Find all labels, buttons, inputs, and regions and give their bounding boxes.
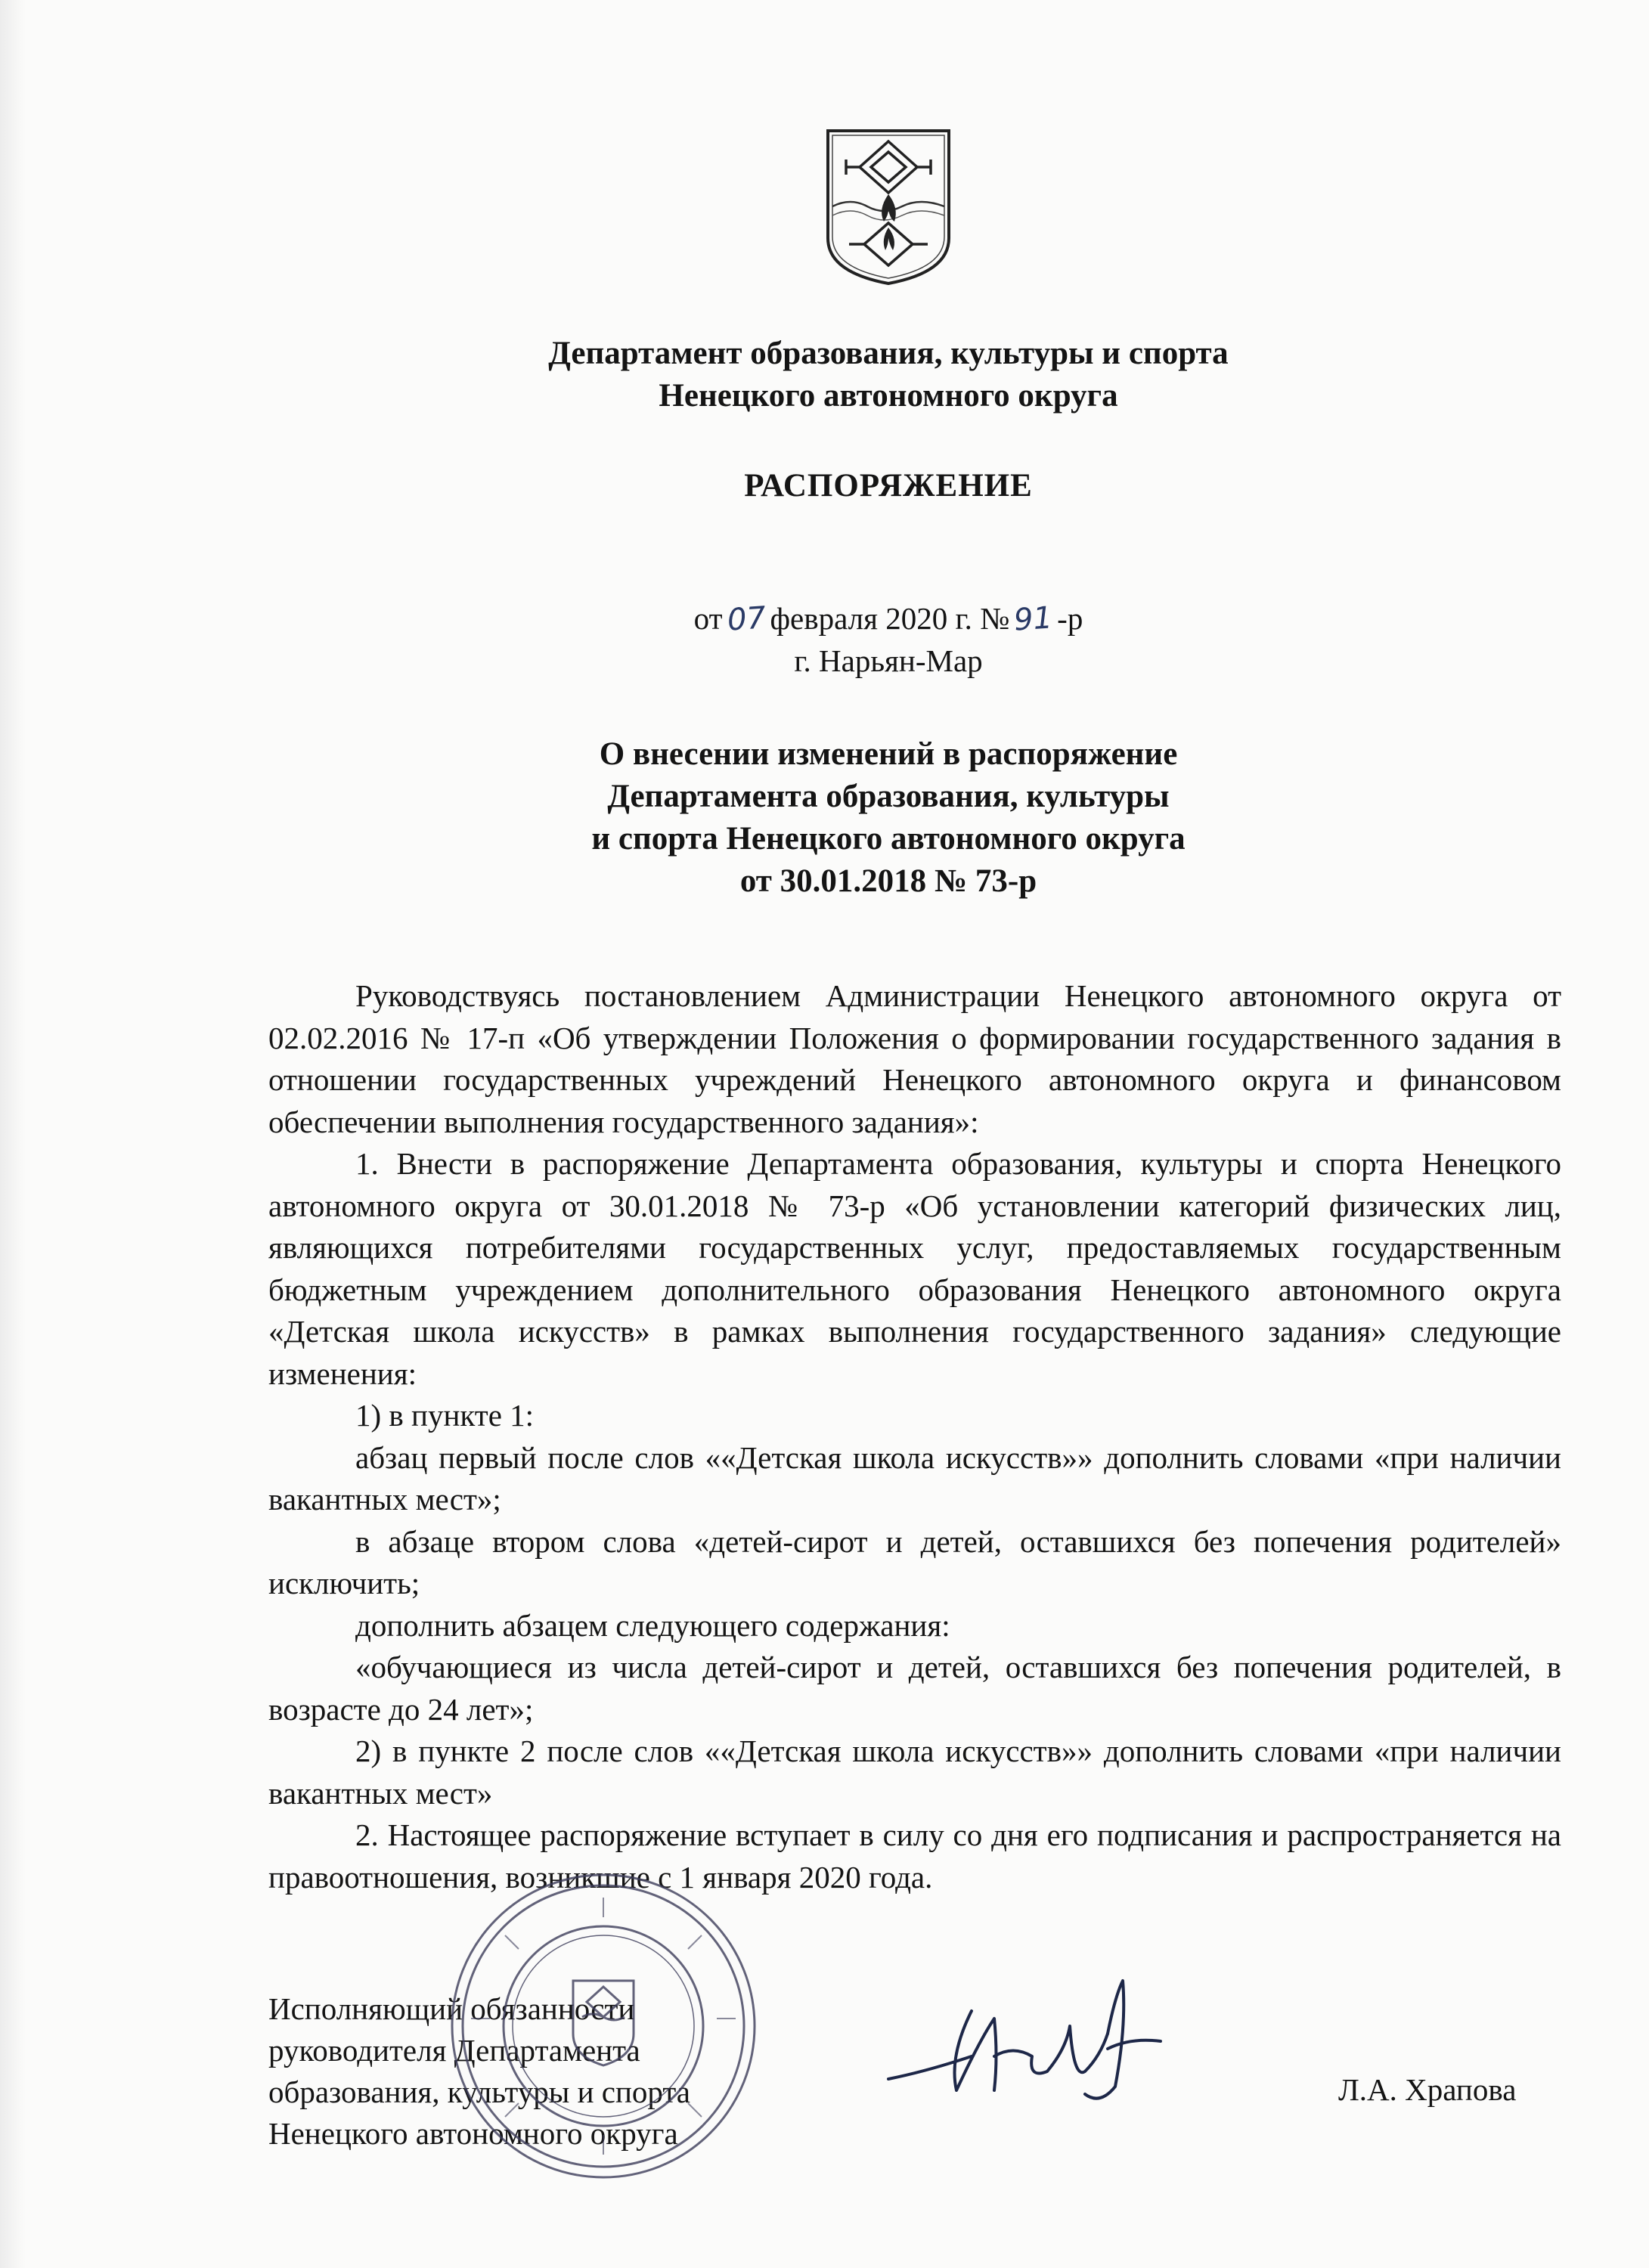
department-line-2: Ненецкого автономного округа	[659, 378, 1118, 414]
title-line-1: О внесении изменений в распоряжение	[599, 736, 1178, 772]
signatory-title-line-3: образования, культуры и спорта	[268, 2074, 690, 2109]
subitem-2-paragraph: 2) в пункте 2 после слов ««Детская школа искусств»» дополнить словами «при наличии вакантных мест»	[268, 1734, 1561, 1811]
signatory-title-line-4: Ненецкого автономного округа	[268, 2116, 678, 2151]
order-body	[268, 975, 1561, 1898]
document-type: РАСПОРЯЖЕНИЕ	[744, 468, 1033, 503]
subitem-1d-paragraph: «обучающиеся из числа детей-сирот и детей, оставшихся без попечения родителей, в возрасте до 24 лет»;	[268, 1650, 1561, 1727]
subitem-1a-paragraph: абзац первый после слов ««Детская школа искусств»» дополнить словами «при наличии вакантных мест»;	[268, 1439, 1561, 1517]
department-name	[257, 333, 1520, 417]
signatory-title-line-2: руководителя Департамента	[268, 2033, 640, 2068]
title-line-4: от 30.01.2018 № 73-р	[739, 863, 1037, 899]
handwritten-signature-icon	[881, 1966, 1183, 2109]
department-line-1: Департамент образования, культуры и спорта	[548, 336, 1229, 371]
coat-of-arms-icon	[820, 125, 956, 287]
order-date-number	[257, 597, 1520, 640]
item-1-paragraph: 1. Внести в распоряжение Департамента образования, культуры и спорта Ненецкого автономного округа от 30.01.2018 № 73-р «Об установлении категорий физических лиц, являющихся потребителями государственных услуг, предоставляемых государственным бюджетным учреждением дополнительного образования Ненецкого автономного округа «Детская школа искусств» в рамках выполнения государственного задания» следующие изменения:	[268, 1146, 1561, 1391]
title-line-3: и спорта Ненецкого автономного округа	[591, 821, 1186, 857]
scan-shadow-edge	[0, 0, 26, 2268]
official-seal-icon	[445, 1867, 762, 2185]
subitem-1c-paragraph: дополнить абзацем следующего содержания:	[355, 1607, 950, 1643]
title-line-2: Департамента образования, культуры	[607, 779, 1170, 814]
city: г. Нарьян-Мар	[794, 643, 983, 678]
order-title	[257, 733, 1520, 903]
preamble-paragraph: Руководствуясь постановлением Администрации Ненецкого автономного округа от 02.02.2016 № 17-п «Об утверждении Положения о формировании государственного задания в отношении государственных учреждений Ненецкого автономного округа и финансовом обеспечении выполнения государственного задания»:	[268, 978, 1561, 1139]
signatory-name: Л.А. Храпова	[1338, 2072, 1517, 2107]
date-prefix: от	[693, 601, 723, 636]
handwritten-number: 91	[1012, 600, 1054, 638]
signatory-title-line-1: Исполняющий обязанности	[268, 1991, 635, 2026]
item-2-paragraph: 2. Настоящее распоряжение вступает в силу со дня его подписания и распространяется на правоотношения, возникшие с 1 января 2020 года.	[268, 1817, 1561, 1895]
handwritten-day: 07	[726, 600, 767, 638]
month-year: февраля 2020 г. №	[770, 601, 1010, 636]
number-suffix: -р	[1057, 601, 1083, 636]
subitem-1b-paragraph: в абзаце втором слова «детей-сирот и детей, оставшихся без попечения родителей» исключить;	[268, 1523, 1561, 1600]
subitem-1-paragraph: 1) в пункте 1:	[355, 1398, 535, 1433]
